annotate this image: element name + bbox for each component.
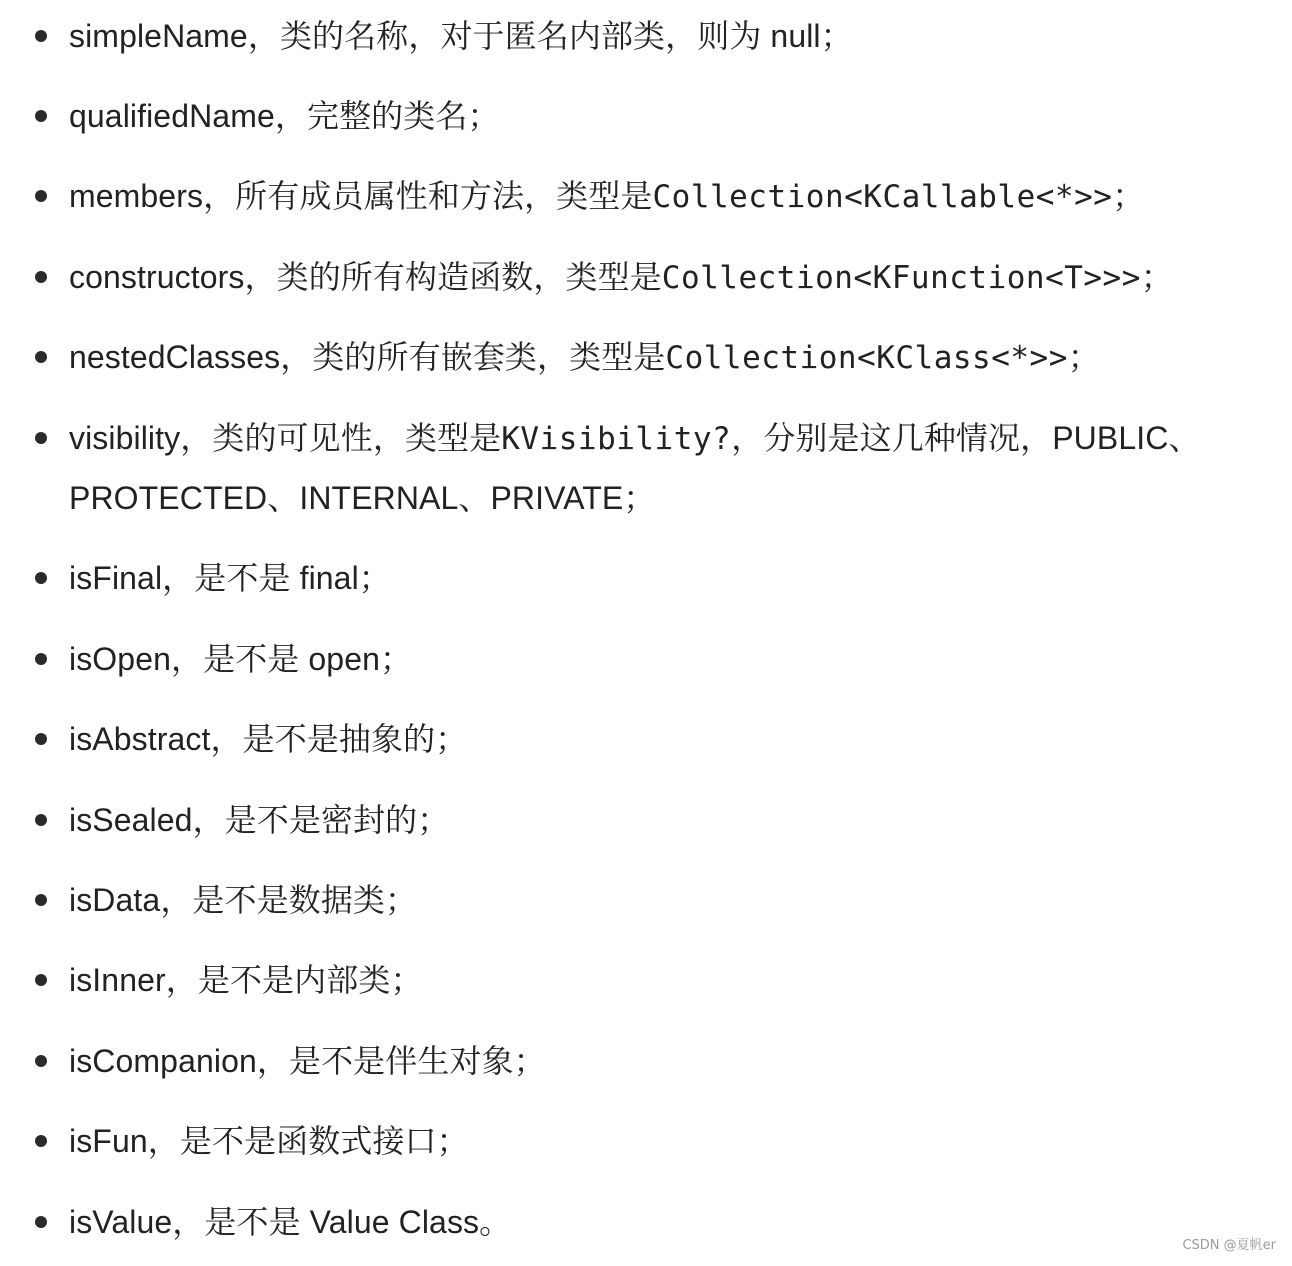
bullet-icon bbox=[35, 432, 47, 444]
item-line bbox=[69, 176, 1145, 217]
item-description: 类的所有构造函数，类型是 bbox=[276, 259, 662, 295]
item-separator: ， bbox=[203, 178, 236, 214]
item-separator: ， bbox=[180, 420, 213, 456]
bullet-icon bbox=[35, 1055, 47, 1067]
item-line bbox=[69, 558, 391, 598]
item-description: 类的所有嵌套类，类型是 bbox=[312, 339, 666, 375]
item-description: 是不是函数式接口； bbox=[179, 1123, 469, 1159]
item-name: constructors bbox=[69, 259, 245, 295]
item-description: 是不是伴生对象； bbox=[288, 1043, 546, 1079]
item-name: visibility bbox=[69, 420, 181, 456]
item-type-code: KVisibility? bbox=[501, 421, 732, 457]
item-tail: ； bbox=[1140, 259, 1173, 295]
item-tail: ； bbox=[1112, 178, 1145, 214]
item-description: 所有成员属性和方法，类型是 bbox=[235, 178, 653, 214]
item-separator: ， bbox=[147, 1123, 180, 1159]
bullet-icon bbox=[35, 1216, 47, 1228]
item-separator: ， bbox=[256, 1043, 289, 1079]
item-description: 完整的类名； bbox=[306, 98, 500, 134]
item-name: isAbstract bbox=[69, 721, 211, 757]
item-line bbox=[69, 1041, 546, 1081]
item-name: simpleName bbox=[69, 18, 248, 54]
item-separator: ， bbox=[210, 721, 243, 757]
item-name: isOpen bbox=[69, 641, 171, 677]
item-separator: ， bbox=[247, 18, 280, 54]
item-name: isFun bbox=[69, 1123, 148, 1159]
item-description: 是不是密封的； bbox=[224, 802, 450, 838]
item-line bbox=[69, 1121, 469, 1161]
item-type-code: Collection<KCallable<*>> bbox=[652, 179, 1113, 215]
item-separator: ， bbox=[244, 259, 277, 295]
item-description: 是不是 open； bbox=[203, 641, 413, 677]
bullet-icon bbox=[35, 572, 47, 584]
bullet-icon bbox=[35, 974, 47, 986]
item-separator: ， bbox=[274, 98, 307, 134]
item-line bbox=[69, 257, 1173, 298]
item-line bbox=[69, 639, 412, 679]
item-line bbox=[69, 337, 1100, 378]
item-tail: ； bbox=[1067, 339, 1100, 375]
item-separator: ， bbox=[165, 962, 198, 998]
bullet-icon bbox=[35, 1135, 47, 1147]
item-separator: ， bbox=[160, 882, 193, 918]
item-description: 是不是内部类； bbox=[197, 962, 423, 998]
item-name: isCompanion bbox=[69, 1043, 257, 1079]
bullet-icon bbox=[35, 351, 47, 363]
bullet-icon bbox=[35, 190, 47, 202]
item-separator: ， bbox=[171, 641, 204, 677]
item-description: 是不是抽象的； bbox=[242, 721, 468, 757]
bullet-icon bbox=[35, 894, 47, 906]
item-type-code: Collection<KClass<*>> bbox=[665, 340, 1068, 376]
item-separator: ， bbox=[172, 1204, 205, 1240]
bullet-icon bbox=[35, 30, 47, 42]
item-description: 类的名称，对于匿名内部类，则为 null； bbox=[279, 18, 853, 54]
bullet-icon bbox=[35, 271, 47, 283]
bullet-icon bbox=[35, 653, 47, 665]
item-name: isInner bbox=[69, 962, 166, 998]
item-tail: ，分别是这几种情况，PUBLIC、 bbox=[731, 420, 1201, 456]
bullet-icon bbox=[35, 814, 47, 826]
item-separator: ， bbox=[162, 560, 195, 596]
item-name: members bbox=[69, 178, 204, 214]
item-line bbox=[69, 16, 853, 56]
item-line bbox=[69, 96, 500, 136]
item-line bbox=[69, 1202, 511, 1242]
item-name: nestedClasses bbox=[69, 339, 281, 375]
item-description: 是不是 final； bbox=[194, 560, 391, 596]
bullet-icon bbox=[35, 110, 47, 122]
item-name: isData bbox=[69, 882, 161, 918]
item-line-continued: PROTECTED、INTERNAL、PRIVATE； bbox=[69, 480, 656, 516]
item-separator: ， bbox=[192, 802, 225, 838]
item-separator: ， bbox=[280, 339, 313, 375]
item-name: isValue bbox=[69, 1204, 173, 1240]
item-name: isFinal bbox=[69, 560, 163, 596]
item-type-code: Collection<KFunction<T>>> bbox=[661, 260, 1141, 296]
bullet-icon bbox=[35, 733, 47, 745]
item-name: isSealed bbox=[69, 802, 193, 838]
item-description: 类的可见性，类型是 bbox=[212, 420, 502, 456]
item-line bbox=[69, 719, 467, 759]
item-line bbox=[69, 960, 423, 1000]
item-line bbox=[69, 800, 449, 840]
watermark: CSDN @夏帆er bbox=[1182, 1238, 1276, 1253]
item-line bbox=[69, 418, 1201, 459]
item-description: 是不是 Value Class。 bbox=[204, 1204, 512, 1240]
item-line bbox=[69, 880, 417, 920]
item-name: qualifiedName bbox=[69, 98, 275, 134]
item-description: 是不是数据类； bbox=[192, 882, 418, 918]
